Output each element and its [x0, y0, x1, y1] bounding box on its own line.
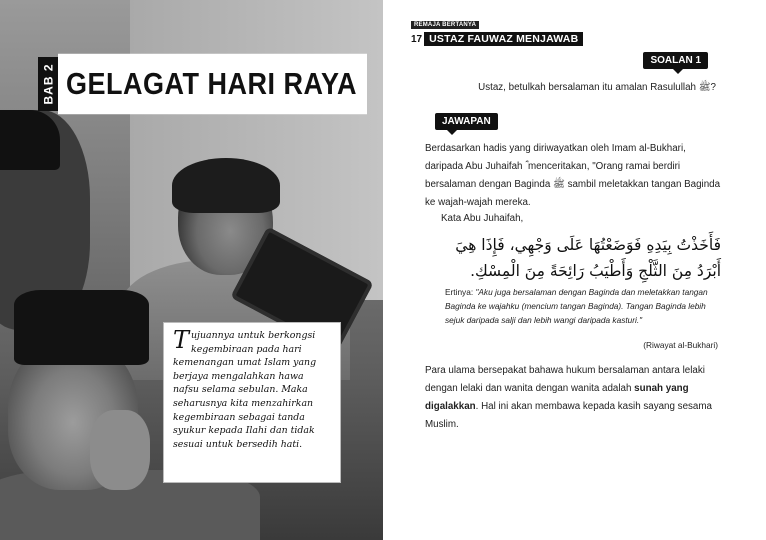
photo-left-figure-hat — [0, 110, 60, 170]
chapter-tag-label: BAB 2 — [41, 63, 56, 105]
chapter-banner — [38, 57, 367, 111]
chapter-tag — [38, 57, 58, 111]
narrator-line: Kata Abu Juhaifah, — [441, 213, 524, 224]
answer-paragraph-2-start: Para ulama bersepakat bahawa hukum bersalaman antara lelaki dengan lelaki dan wanita dengan wanita adalah — [425, 365, 705, 394]
answer-label: JAWAPAN — [435, 113, 498, 130]
question-label: SOALAN 1 — [643, 52, 708, 69]
pull-quote — [163, 322, 341, 483]
photo-person-back-hair — [172, 158, 280, 213]
page-number: 17 — [411, 33, 423, 45]
photo-front-person-songkok — [14, 290, 149, 365]
book-title-row — [411, 32, 583, 46]
answer-paragraph-2-emphasis: sunah yang digalakkan — [425, 383, 689, 412]
book-title: USTAZ FAUWAZ MENJAWAB — [424, 32, 583, 46]
pull-quote-text: ujuannya untuk berkongsi kegembiraan pada hari kemenangan umat Islam yang berjaya mengalahkan hawa nafsu selama sebulan. Maka seharusnya kita menzahirkan kegembiraan sebagai tanda syukur kepada Ilahi dan tidak sesuai untuk bersedih hati. — [173, 330, 317, 450]
translation-text: "Aku juga bersalaman dengan Baginda dan meletakkan tangan Baginda ke wajahku (mencium tangan Baginda). Tangan Baginda lebih sejuk daripada salji dan lebih wangi daripada kasturi." — [445, 287, 708, 325]
series-name: REMAJA BERTANYA — [411, 21, 479, 29]
answer-paragraph-1: Berdasarkan hadis yang diriwayatkan oleh Imam al-Bukhari, daripada Abu Juhaifah ؓ menceritakan, "Orang ramai berdiri bersalaman dengan Baginda ﷺ sambil meletakkan tangan Baginda ke wajah-wajah mereka. — [425, 143, 721, 208]
translation — [445, 285, 717, 327]
right-page — [383, 0, 766, 540]
answer-paragraph-2 — [425, 362, 725, 434]
photo-front-person-hand — [90, 410, 150, 490]
answer-paragraph-2-end: . Hal ini akan membawa kepada kasih sayang sesama Muslim. — [425, 401, 712, 430]
translation-label: Ertinya: — [445, 287, 474, 297]
hadith-citation: (Riwayat al-Bukhari) — [643, 340, 718, 350]
arabic-hadith-text: فَأَخَذْتُ بِيَدِهِ فَوَضَعْتُهَا عَلَى وَجْهِي، فَإِذَا هِيَ أَبْرَدُ مِنَ الثَّلْجِ وَأَطْيَبُ رَائِحَةً مِنَ الْمِسْكِ. — [455, 236, 721, 280]
running-header — [411, 13, 583, 46]
chapter-title: GELAGAT HARI RAYA — [58, 54, 367, 114]
question-text: Ustaz, betulkah bersalaman itu amalan Rasulullah ﷺ? — [478, 82, 716, 93]
pull-quote-dropcap: T — [173, 326, 190, 354]
